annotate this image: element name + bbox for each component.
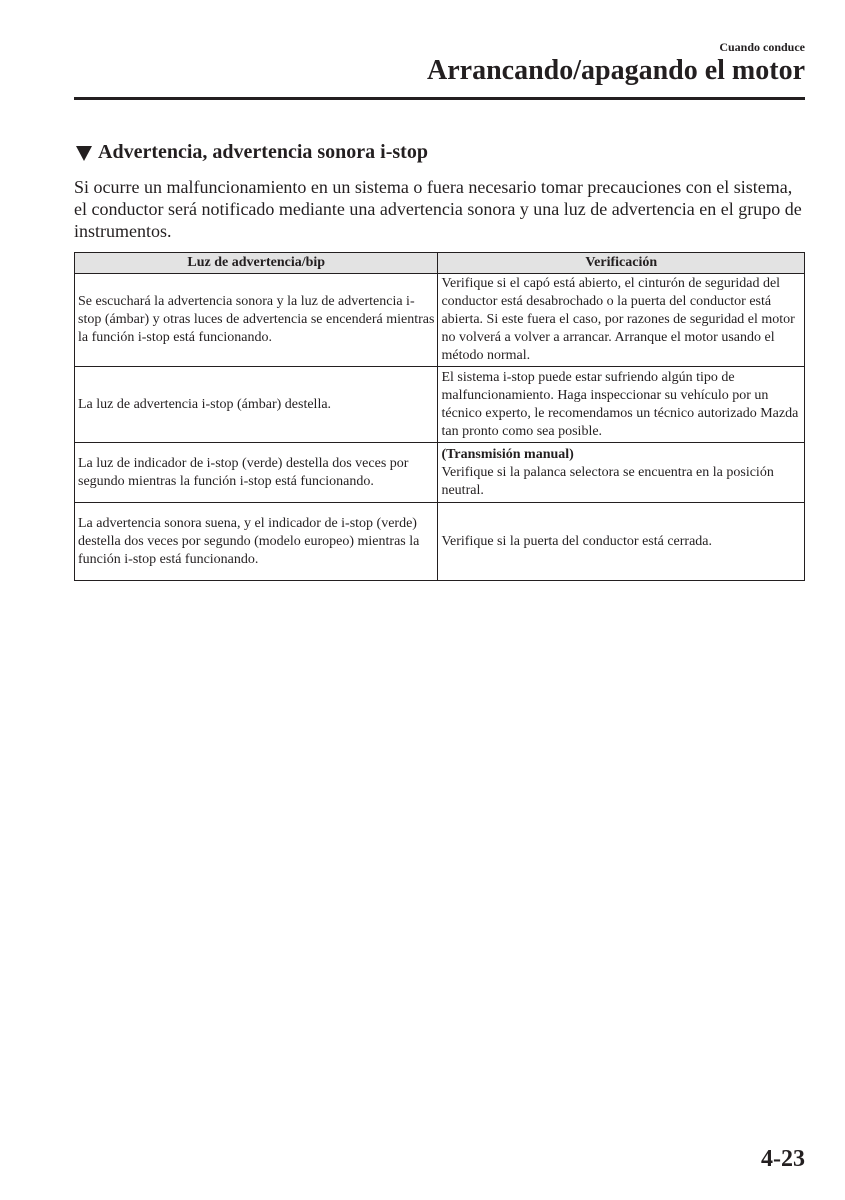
subheading-text: Advertencia, advertencia sonora i-stop	[98, 141, 428, 163]
warning-table	[74, 252, 805, 581]
table-row	[75, 367, 805, 443]
warning-cell: Se escuchará la advertencia sonora y la luz de advertencia i-stop (ámbar) y otras luces de advertencia se encenderá mientras la función i-stop está funcionando.	[75, 274, 438, 367]
column-header-warning: Luz de advertencia/bip	[75, 253, 438, 274]
page-number: 4-23	[761, 1146, 805, 1172]
table-row	[75, 443, 805, 503]
section-label: Cuando conduce	[719, 40, 805, 54]
table-row	[75, 274, 805, 367]
check-cell: Verifique si el capó está abierto, el cinturón de seguridad del conductor está desabrochado o la puerta del conductor está abierta. Si este fuera el caso, por razones de seguridad el motor no volverá a volver a arrancar. Arranque el motor usando el método normal.	[438, 274, 805, 367]
check-cell: El sistema i-stop puede estar sufriendo algún tipo de malfuncionamiento. Haga inspeccionar su vehículo por un técnico experto, le recomendamos un técnico autorizado Mazda tan pronto como sea posible.	[438, 367, 805, 443]
check-cell: Verifique si la puerta del conductor está cerrada.	[438, 503, 805, 581]
subheading	[76, 139, 428, 165]
check-cell-heading: (Transmisión manual)	[441, 446, 574, 462]
intro-paragraph: Si ocurre un malfuncionamiento en un sistema o fuera necesario tomar precauciones con el sistema, el conductor será notificado mediante una advertencia sonora y una luz de advertencia en el grupo de instrumentos.	[74, 177, 802, 241]
check-cell-text: Verifique si la palanca selectora se encuentra en la posición neutral.	[441, 464, 774, 498]
warning-cell: La luz de advertencia i-stop (ámbar) destella.	[75, 367, 438, 443]
column-header-check: Verificación	[438, 253, 805, 274]
warning-cell: La advertencia sonora suena, y el indicador de i-stop (verde) destella dos veces por segundo (modelo europeo) mientras la función i-stop está funcionando.	[75, 503, 438, 581]
header-rule	[74, 97, 805, 100]
table-header-row	[75, 253, 805, 274]
triangle-down-icon	[76, 146, 92, 161]
check-cell	[438, 443, 805, 503]
warning-cell: La luz de indicador de i-stop (verde) destella dos veces por segundo mientras la función i-stop está funcionando.	[75, 443, 438, 503]
table-row	[75, 503, 805, 581]
page-title: Arrancando/apagando el motor	[427, 55, 805, 86]
